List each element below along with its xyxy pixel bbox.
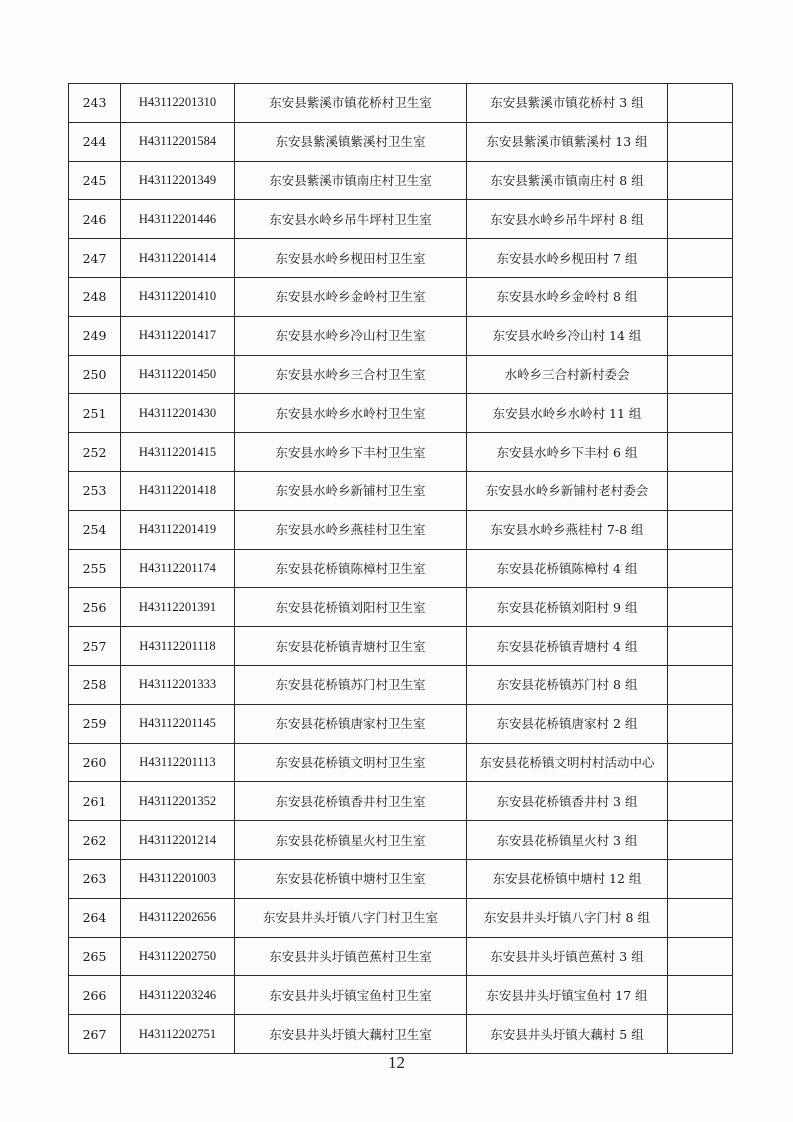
table-row — [69, 782, 733, 821]
clinic-name: 东安县紫溪镇紫溪村卫生室 — [235, 122, 467, 161]
clinic-name: 东安县水岭乡水岭村卫生室 — [235, 394, 467, 433]
table-row — [69, 976, 733, 1015]
remarks-cell — [668, 859, 733, 898]
clinic-name: 东安县花桥镇刘阳村卫生室 — [235, 588, 467, 627]
institution-code: H43112201118 — [121, 627, 235, 666]
remarks-cell — [668, 510, 733, 549]
clinic-table — [68, 83, 733, 1054]
institution-code: H43112201584 — [121, 122, 235, 161]
remarks-cell — [668, 277, 733, 316]
clinic-address: 东安县花桥镇星火村 3 组 — [467, 821, 668, 860]
clinic-name: 东安县井头圩镇芭蕉村卫生室 — [235, 937, 467, 976]
clinic-name: 东安县花桥镇文明村卫生室 — [235, 743, 467, 782]
clinic-address: 东安县水岭乡燕桂村 7-8 组 — [467, 510, 668, 549]
remarks-cell — [668, 239, 733, 278]
clinic-address: 东安县花桥镇陈樟村 4 组 — [467, 549, 668, 588]
institution-code: H43112201391 — [121, 588, 235, 627]
institution-code: H43112201214 — [121, 821, 235, 860]
row-number: 248 — [69, 277, 121, 316]
row-number: 245 — [69, 161, 121, 200]
table-row — [69, 433, 733, 472]
clinic-address: 水岭乡三合村新村委会 — [467, 355, 668, 394]
remarks-cell — [668, 665, 733, 704]
row-number: 260 — [69, 743, 121, 782]
institution-code: H43112201450 — [121, 355, 235, 394]
institution-code: H43112201333 — [121, 665, 235, 704]
table-row — [69, 898, 733, 937]
institution-code: H43112201145 — [121, 704, 235, 743]
row-number: 264 — [69, 898, 121, 937]
clinic-name: 东安县水岭乡金岭村卫生室 — [235, 277, 467, 316]
remarks-cell — [668, 355, 733, 394]
remarks-cell — [668, 84, 733, 123]
row-number: 254 — [69, 510, 121, 549]
clinic-address: 东安县花桥镇文明村村活动中心 — [467, 743, 668, 782]
row-number: 262 — [69, 821, 121, 860]
table-row — [69, 743, 733, 782]
institution-code: H43112201003 — [121, 859, 235, 898]
table-row — [69, 277, 733, 316]
clinic-name: 东安县花桥镇唐家村卫生室 — [235, 704, 467, 743]
clinic-address: 东安县花桥镇中塘村 12 组 — [467, 859, 668, 898]
remarks-cell — [668, 1015, 733, 1054]
clinic-name: 东安县花桥镇星火村卫生室 — [235, 821, 467, 860]
clinic-address: 东安县水岭乡下丰村 6 组 — [467, 433, 668, 472]
row-number: 266 — [69, 976, 121, 1015]
row-number: 253 — [69, 471, 121, 510]
institution-code: H43112201174 — [121, 549, 235, 588]
table-row — [69, 821, 733, 860]
remarks-cell — [668, 627, 733, 666]
table-row — [69, 859, 733, 898]
clinic-name: 东安县井头圩镇八字门村卫生室 — [235, 898, 467, 937]
clinic-name: 东安县花桥镇陈樟村卫生室 — [235, 549, 467, 588]
clinic-name: 东安县井头圩镇大藕村卫生室 — [235, 1015, 467, 1054]
row-number: 247 — [69, 239, 121, 278]
remarks-cell — [668, 782, 733, 821]
institution-code: H43112201410 — [121, 277, 235, 316]
table-row — [69, 200, 733, 239]
row-number: 249 — [69, 316, 121, 355]
table-row — [69, 471, 733, 510]
clinic-name: 东安县水岭乡吊牛坪村卫生室 — [235, 200, 467, 239]
institution-code: H43112201414 — [121, 239, 235, 278]
clinic-address: 东安县花桥镇青塘村 4 组 — [467, 627, 668, 666]
clinic-address: 东安县花桥镇香井村 3 组 — [467, 782, 668, 821]
table-row — [69, 510, 733, 549]
clinic-table-body — [69, 84, 733, 1054]
clinic-name: 东安县水岭乡新铺村卫生室 — [235, 471, 467, 510]
institution-code: H43112201417 — [121, 316, 235, 355]
remarks-cell — [668, 937, 733, 976]
remarks-cell — [668, 898, 733, 937]
table-row — [69, 627, 733, 666]
remarks-cell — [668, 821, 733, 860]
table-row — [69, 161, 733, 200]
clinic-address: 东安县紫溪市镇紫溪村 13 组 — [467, 122, 668, 161]
clinic-name: 东安县井头圩镇宝鱼村卫生室 — [235, 976, 467, 1015]
clinic-address: 东安县水岭乡枧田村 7 组 — [467, 239, 668, 278]
clinic-address: 东安县井头圩镇芭蕉村 3 组 — [467, 937, 668, 976]
row-number: 265 — [69, 937, 121, 976]
clinic-address: 东安县水岭乡水岭村 11 组 — [467, 394, 668, 433]
remarks-cell — [668, 704, 733, 743]
row-number: 259 — [69, 704, 121, 743]
clinic-address: 东安县花桥镇唐家村 2 组 — [467, 704, 668, 743]
row-number: 263 — [69, 859, 121, 898]
table-row — [69, 704, 733, 743]
row-number: 257 — [69, 627, 121, 666]
clinic-name: 东安县水岭乡冷山村卫生室 — [235, 316, 467, 355]
remarks-cell — [668, 161, 733, 200]
remarks-cell — [668, 316, 733, 355]
clinic-name: 东安县花桥镇青塘村卫生室 — [235, 627, 467, 666]
row-number: 261 — [69, 782, 121, 821]
institution-code: H43112201418 — [121, 471, 235, 510]
row-number: 246 — [69, 200, 121, 239]
institution-code: H43112201310 — [121, 84, 235, 123]
page-number: 12 — [388, 1053, 405, 1072]
table-row — [69, 1015, 733, 1054]
row-number: 267 — [69, 1015, 121, 1054]
row-number: 258 — [69, 665, 121, 704]
clinic-name: 东安县紫溪市镇南庄村卫生室 — [235, 161, 467, 200]
row-number: 256 — [69, 588, 121, 627]
clinic-address: 东安县紫溪市镇花桥村 3 组 — [467, 84, 668, 123]
table-row — [69, 937, 733, 976]
remarks-cell — [668, 200, 733, 239]
table-row — [69, 239, 733, 278]
remarks-cell — [668, 122, 733, 161]
row-number: 250 — [69, 355, 121, 394]
remarks-cell — [668, 433, 733, 472]
clinic-address: 东安县水岭乡吊牛坪村 8 组 — [467, 200, 668, 239]
row-number: 244 — [69, 122, 121, 161]
institution-code: H43112202751 — [121, 1015, 235, 1054]
table-row — [69, 122, 733, 161]
remarks-cell — [668, 976, 733, 1015]
clinic-name: 东安县水岭乡下丰村卫生室 — [235, 433, 467, 472]
institution-code: H43112203246 — [121, 976, 235, 1015]
clinic-name: 东安县花桥镇中塘村卫生室 — [235, 859, 467, 898]
institution-code: H43112201415 — [121, 433, 235, 472]
clinic-name: 东安县花桥镇苏门村卫生室 — [235, 665, 467, 704]
clinic-name: 东安县花桥镇香井村卫生室 — [235, 782, 467, 821]
table-row — [69, 355, 733, 394]
institution-code: H43112201349 — [121, 161, 235, 200]
table-row — [69, 549, 733, 588]
table-row — [69, 588, 733, 627]
clinic-address: 东安县水岭乡新铺村老村委会 — [467, 471, 668, 510]
institution-code: H43112201430 — [121, 394, 235, 433]
clinic-address: 东安县水岭乡金岭村 8 组 — [467, 277, 668, 316]
row-number: 255 — [69, 549, 121, 588]
clinic-address: 东安县紫溪市镇南庄村 8 组 — [467, 161, 668, 200]
remarks-cell — [668, 588, 733, 627]
table-row — [69, 665, 733, 704]
institution-code: H43112202656 — [121, 898, 235, 937]
row-number: 251 — [69, 394, 121, 433]
remarks-cell — [668, 471, 733, 510]
table-row — [69, 84, 733, 123]
row-number: 243 — [69, 84, 121, 123]
table-row — [69, 394, 733, 433]
table-row — [69, 316, 733, 355]
institution-code: H43112201113 — [121, 743, 235, 782]
clinic-address: 东安县水岭乡冷山村 14 组 — [467, 316, 668, 355]
clinic-name: 东安县水岭乡燕桂村卫生室 — [235, 510, 467, 549]
remarks-cell — [668, 394, 733, 433]
clinic-name: 东安县紫溪市镇花桥村卫生室 — [235, 84, 467, 123]
clinic-address: 东安县井头圩镇宝鱼村 17 组 — [467, 976, 668, 1015]
remarks-cell — [668, 743, 733, 782]
row-number: 252 — [69, 433, 121, 472]
remarks-cell — [668, 549, 733, 588]
clinic-address: 东安县花桥镇刘阳村 9 组 — [467, 588, 668, 627]
institution-code: H43112201419 — [121, 510, 235, 549]
clinic-address: 东安县井头圩镇八字门村 8 组 — [467, 898, 668, 937]
institution-code: H43112202750 — [121, 937, 235, 976]
clinic-address: 东安县井头圩镇大藕村 5 组 — [467, 1015, 668, 1054]
clinic-name: 东安县水岭乡三合村卫生室 — [235, 355, 467, 394]
clinic-name: 东安县水岭乡枧田村卫生室 — [235, 239, 467, 278]
institution-code: H43112201352 — [121, 782, 235, 821]
clinic-address: 东安县花桥镇苏门村 8 组 — [467, 665, 668, 704]
institution-code: H43112201446 — [121, 200, 235, 239]
